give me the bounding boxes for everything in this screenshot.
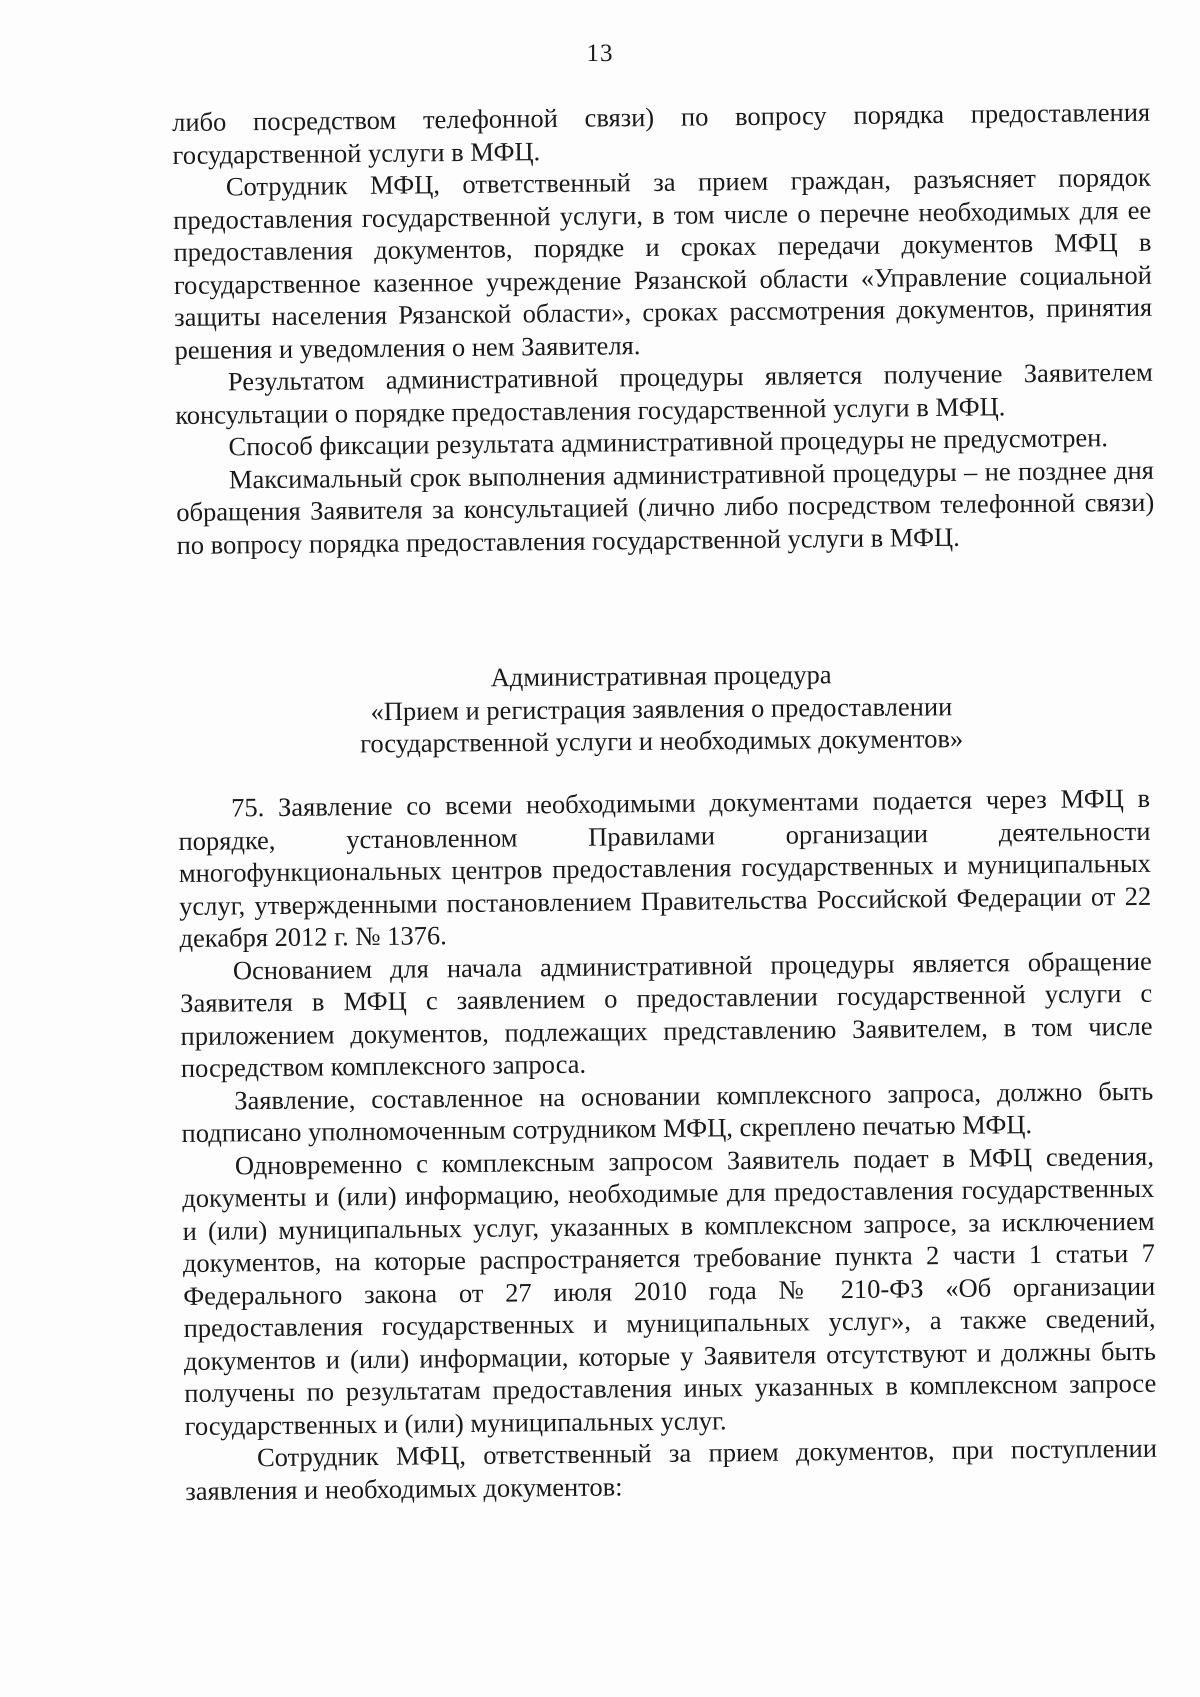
- heading-line-3: государственной услуги и необходимых документов»: [360, 723, 964, 759]
- heading-line-1: Административная процедура: [490, 659, 832, 693]
- section-application-intake: [178, 782, 1157, 1507]
- paragraph-employee-receives: Сотрудник МФЦ, ответственный за прием документов, при поступлении заявления и необходимых документов:: [185, 1432, 1158, 1506]
- page-number: 13: [586, 40, 614, 67]
- paragraph-75: 75. Заявление со всеми необходимыми документами подается через МФЦ в порядке, установленном Правилами организации деятельности многофункциональных центров предоставления государственных и муниципальных услуг, утвержденными постановлением Правительства Российской Федерации от 22 декабря 2012 г. № 1376.: [178, 782, 1152, 953]
- section-heading: [172, 655, 1151, 761]
- paragraph-result: Результатом административной процедуры является получение Заявителем консультации о порядке предоставления государственной услуги в МФЦ.: [175, 356, 1153, 430]
- paragraph-continuation: либо посредством телефонной связи) по вопросу порядка предоставления государственной услуги в МФЦ.: [172, 96, 1151, 170]
- paragraph-complex-request: Заявление, составленное на основании комплексного запроса, должно быть подписано уполномоченным сотрудником МФЦ, скреплено печатью МФЦ.: [181, 1075, 1154, 1148]
- paragraph-max-term: Максимальный срок выполнения административной процедуры – не позднее дня обращения Заявителя за консультацией (лично либо посредством телефонной связи) по вопросу порядка предоставления государственной услуги в МФЦ.: [176, 454, 1155, 560]
- heading-line-2: «Прием и регистрация заявления о предоставлении: [370, 690, 953, 726]
- paragraph-employee-explains: Сотрудник МФЦ, ответственный за прием граждан, разъясняет порядок предоставления государственной услуги, в том числе о перечне необходимых для ее предоставления документов, порядке и сроках передачи документов МФЦ в государственное казенное учреждение Рязанской области «Управление социальной защиты населения Рязанской области», сроках рассмотрения документов, принятия решения и уведомления о нем Заявителя.: [173, 161, 1153, 365]
- paragraph-simultaneously: Одновременно с комплексным запросом Заявитель подает в МФЦ сведения, документы и (или) информацию, необходимые для предоставления государственных и (или) муниципальных услуг, указанных в комплексном запросе, за исключением документов, на которые распространяется требование пункта 2 части 1 статьи 7 Федерального закона от 27 июля 2010 года № 210-ФЗ «Об организации предоставления государственных и муниципальных услуг», а также сведений, документов и (или) информации, которые у Заявителя отсутствуют и должны быть получены по результатам предоставления иных указанных в комплексном запросе государственных и (или) муниципальных услуг.: [182, 1140, 1157, 1441]
- section-consultation: [172, 96, 1155, 561]
- paragraph-fixation: Способ фиксации результата административной процедуры не предусмотрен.: [228, 422, 1109, 462]
- paragraph-basis: Основанием для начала административной процедуры является обращение Заявителя в МФЦ с заявлением о предоставлении государственной услуги с приложением документов, подлежащих представлению Заявителем, в том числе посредством комплексного запроса.: [180, 945, 1153, 1083]
